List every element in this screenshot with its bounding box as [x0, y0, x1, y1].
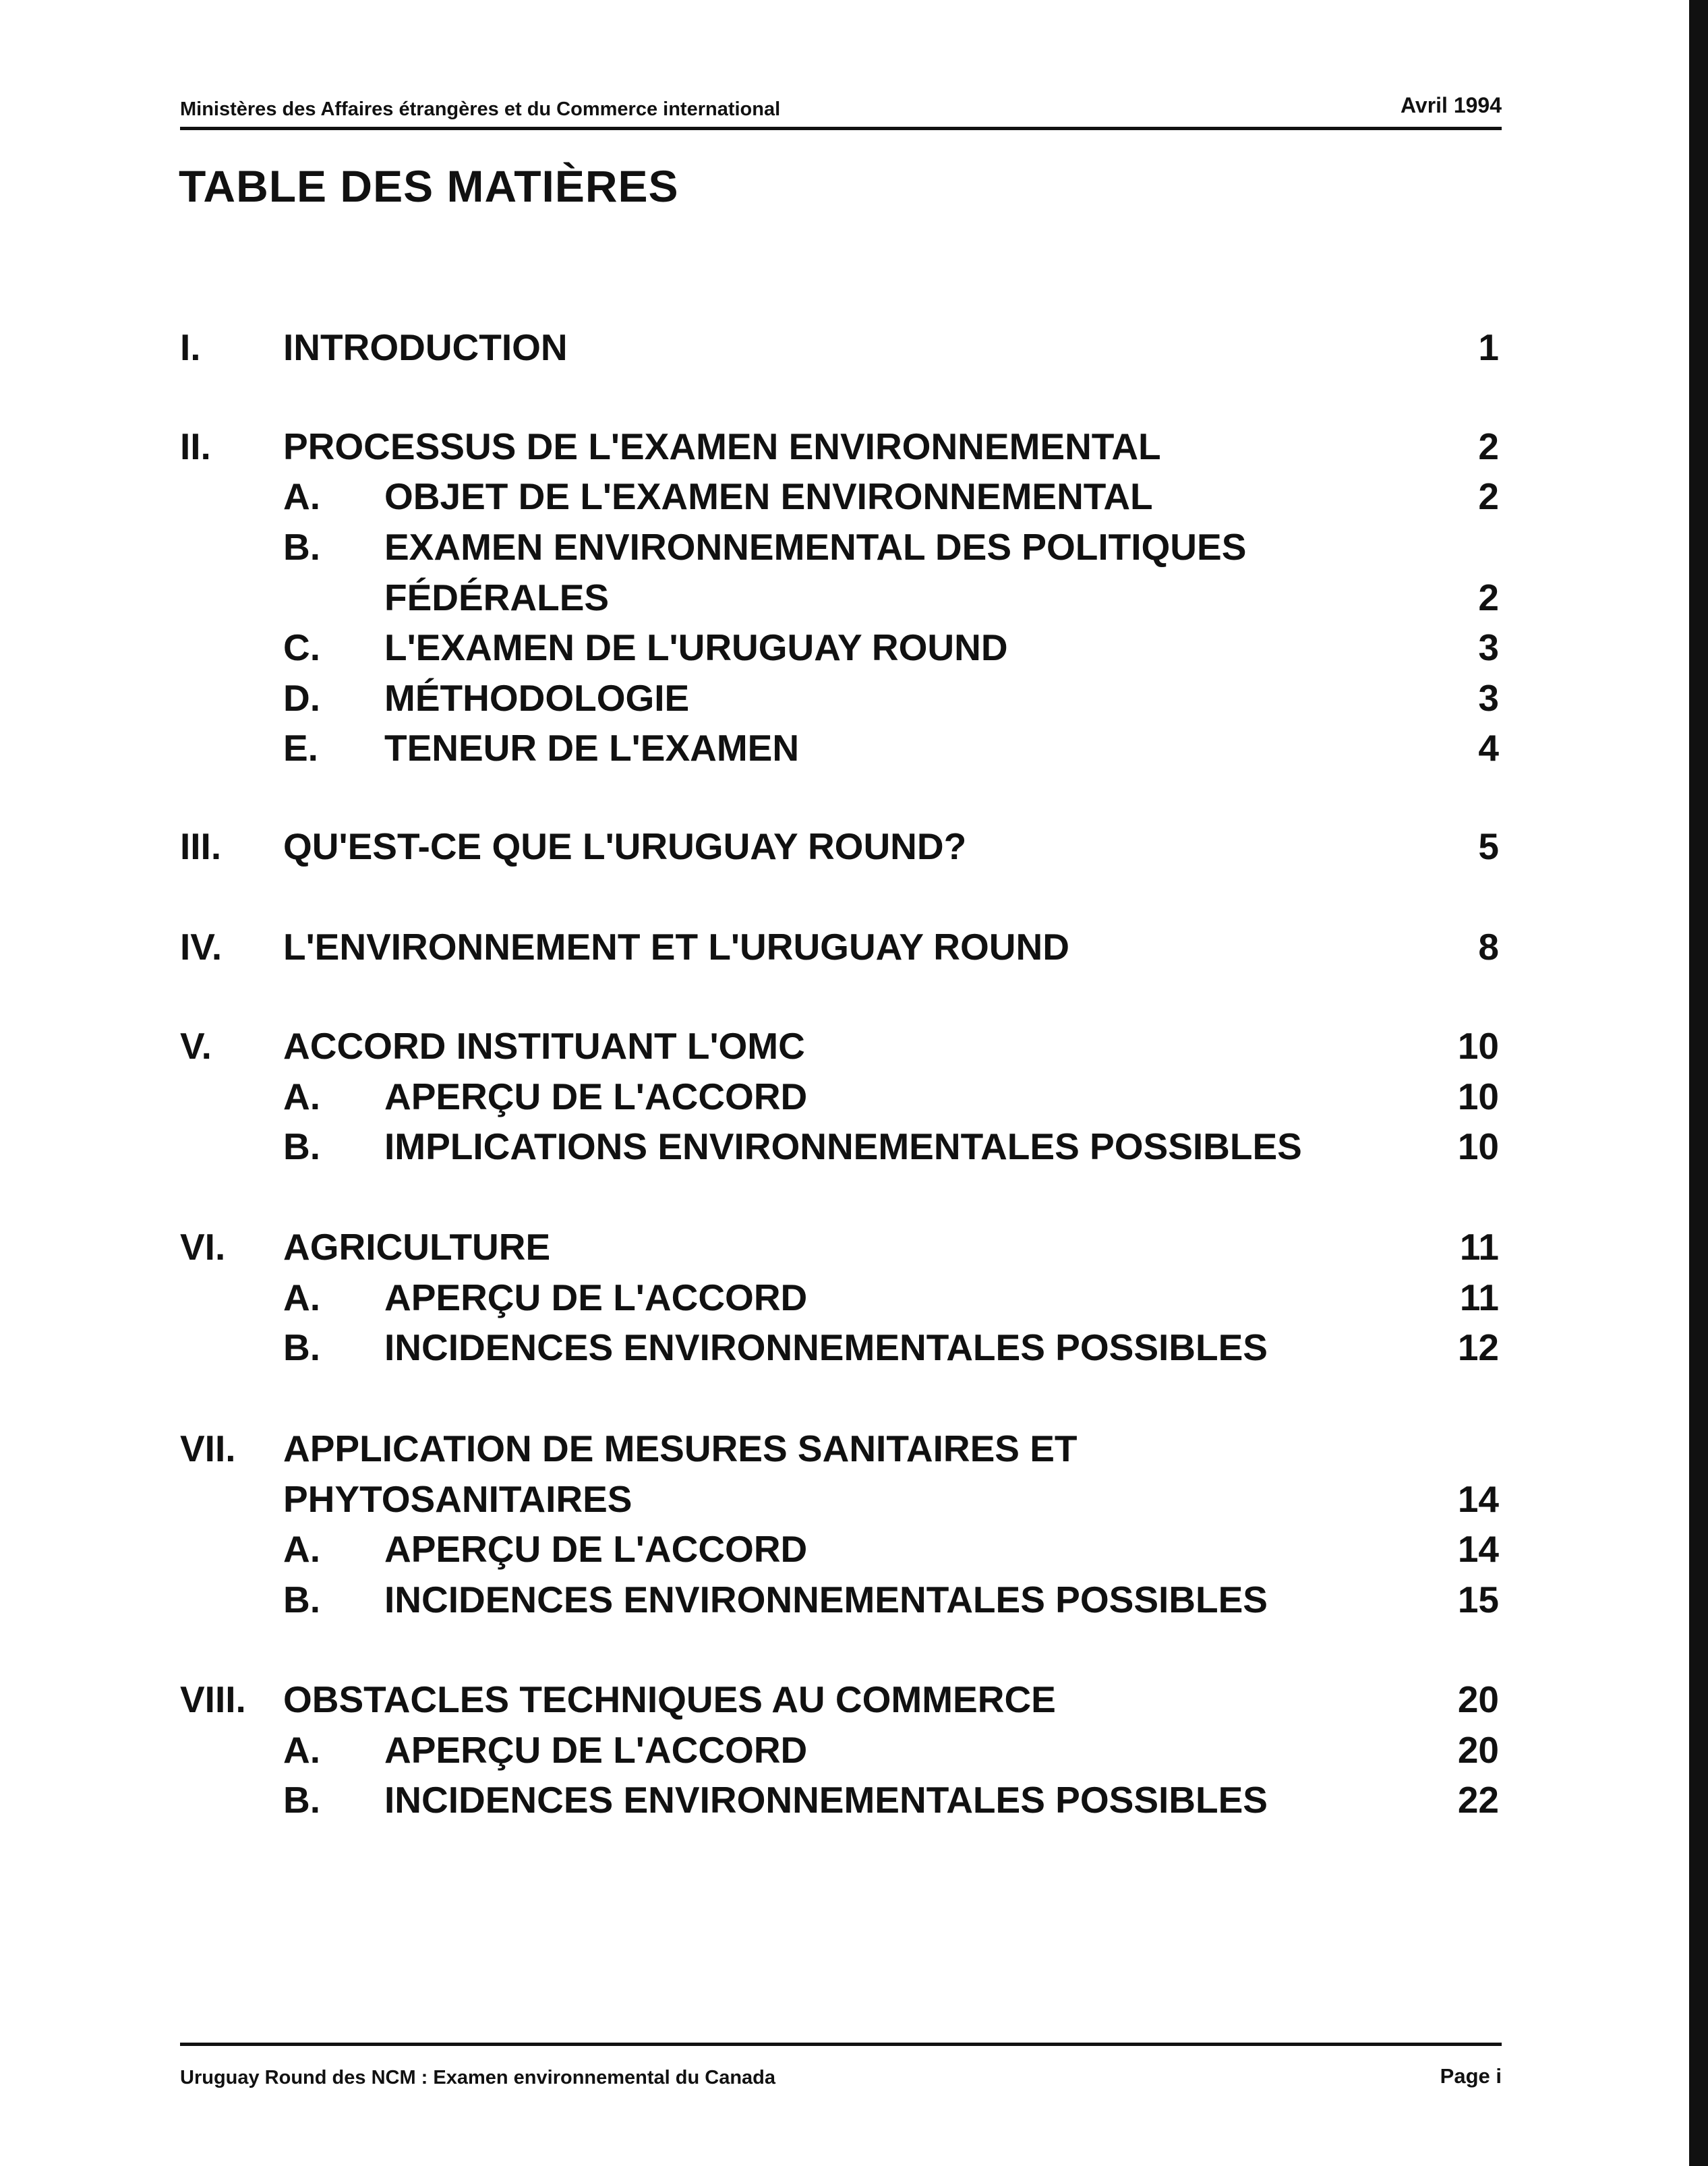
- subsection-page: 3: [1478, 626, 1499, 668]
- subsection-letter: A.: [283, 475, 320, 517]
- subsection-letter: B.: [283, 1779, 320, 1821]
- toc-section: [0, 1022, 1708, 1070]
- subsection-title: INCIDENCES ENVIRONNEMENTALES POSSIBLES: [384, 1326, 1268, 1368]
- section-page: 5: [1478, 825, 1499, 867]
- subsection-letter: A.: [283, 1729, 320, 1771]
- subsection-letter: E.: [283, 727, 318, 769]
- subsection-page: 12: [1457, 1326, 1499, 1368]
- subsection-page: 10: [1457, 1125, 1499, 1167]
- footer-document-title: Uruguay Round des NCM : Examen environnemental du Canada: [180, 2067, 776, 2088]
- section-page: 2: [1478, 426, 1499, 467]
- subsection-letter: B.: [283, 526, 320, 568]
- toc-subsection: [0, 1525, 1708, 1573]
- toc-subsection: [0, 473, 1708, 520]
- subsection-title: TENEUR DE L'EXAMEN: [384, 727, 800, 769]
- subsection-title: APERÇU DE L'ACCORD: [384, 1729, 808, 1771]
- section-title: APPLICATION DE MESURES SANITAIRES ET: [283, 1428, 1078, 1469]
- header-ministry: Ministères des Affaires étrangères et du Commerce international: [180, 98, 781, 120]
- toc-subsection: [0, 1576, 1708, 1623]
- subsection-title: APERÇU DE L'ACCORD: [384, 1076, 808, 1117]
- subsection-letter: B.: [283, 1125, 320, 1167]
- toc-subsection: [0, 1274, 1708, 1321]
- subsection-letter: B.: [283, 1579, 320, 1620]
- section-title: ACCORD INSTITUANT L'OMC: [283, 1025, 805, 1067]
- toc-subsection: [0, 523, 1708, 570]
- subsection-title: APERÇU DE L'ACCORD: [384, 1528, 808, 1570]
- subsection-title: APERÇU DE L'ACCORD: [384, 1277, 808, 1318]
- subsection-page: 15: [1457, 1579, 1499, 1620]
- subsection-page: 2: [1478, 475, 1499, 517]
- page-footer: [180, 2060, 1502, 2094]
- toc-subsection: [0, 674, 1708, 722]
- toc-section: [0, 823, 1708, 870]
- subsection-page: 20: [1457, 1729, 1499, 1771]
- section-number: VIII.: [180, 1678, 246, 1720]
- toc-section: [0, 1223, 1708, 1270]
- section-title: QU'EST-CE QUE L'URUGUAY ROUND?: [283, 825, 967, 867]
- section-number: VII.: [180, 1428, 236, 1469]
- toc-section: [0, 923, 1708, 970]
- section-title: PROCESSUS DE L'EXAMEN ENVIRONNEMENTAL: [283, 426, 1161, 467]
- toc-section: [0, 423, 1708, 470]
- toc-section: [0, 324, 1708, 371]
- section-number: IV.: [180, 926, 223, 968]
- subsection-title: EXAMEN ENVIRONNEMENTAL DES POLITIQUES: [384, 526, 1247, 568]
- section-page: 20: [1457, 1678, 1499, 1720]
- toc-subsection: [0, 624, 1708, 671]
- toc-section-continued: [0, 1475, 1708, 1523]
- subsection-letter: D.: [283, 677, 320, 719]
- subsection-letter: C.: [283, 626, 320, 668]
- subsection-title-continued: FÉDÉRALES: [384, 577, 610, 618]
- subsection-page: 11: [1459, 1277, 1499, 1318]
- subsection-page: 2: [1478, 577, 1499, 618]
- header-date: Avril 1994: [1400, 93, 1502, 117]
- subsection-page: 14: [1457, 1528, 1499, 1570]
- section-page: 11: [1459, 1226, 1499, 1268]
- section-title-continued: PHYTOSANITAIRES: [283, 1478, 632, 1520]
- section-title: INTRODUCTION: [283, 326, 568, 368]
- subsection-page: 22: [1457, 1779, 1499, 1821]
- section-number: I.: [180, 326, 201, 368]
- toc-subsection: [0, 1726, 1708, 1774]
- section-number: V.: [180, 1025, 212, 1067]
- subsection-letter: A.: [283, 1528, 320, 1570]
- footer-rule: [180, 2043, 1502, 2046]
- section-number: II.: [180, 426, 211, 467]
- section-title: L'ENVIRONNEMENT ET L'URUGUAY ROUND: [283, 926, 1069, 968]
- toc-subsection: [0, 1073, 1708, 1120]
- page-header: [180, 93, 1502, 128]
- header-rule: [180, 127, 1502, 130]
- toc-subsection: [0, 724, 1708, 771]
- toc-subsection-continued: [0, 574, 1708, 621]
- toc-section: [0, 1676, 1708, 1723]
- section-page: 1: [1478, 326, 1499, 368]
- toc-section: [0, 1425, 1708, 1472]
- section-page: 8: [1478, 926, 1499, 968]
- section-number: VI.: [180, 1226, 226, 1268]
- subsection-title: L'EXAMEN DE L'URUGUAY ROUND: [384, 626, 1008, 668]
- toc-subsection: [0, 1776, 1708, 1823]
- section-number: III.: [180, 825, 222, 867]
- toc-title: TABLE DES MATIÈRES: [179, 161, 679, 211]
- footer-page-number: Page i: [1440, 2064, 1502, 2088]
- section-page: 14: [1457, 1478, 1499, 1520]
- subsection-title: IMPLICATIONS ENVIRONNEMENTALES POSSIBLES: [384, 1125, 1302, 1167]
- subsection-title: MÉTHODOLOGIE: [384, 677, 690, 719]
- subsection-letter: A.: [283, 1277, 320, 1318]
- section-title: OBSTACLES TECHNIQUES AU COMMERCE: [283, 1678, 1056, 1720]
- toc-subsection: [0, 1123, 1708, 1170]
- subsection-title: OBJET DE L'EXAMEN ENVIRONNEMENTAL: [384, 475, 1153, 517]
- subsection-page: 4: [1478, 727, 1499, 769]
- subsection-letter: B.: [283, 1326, 320, 1368]
- toc-subsection: [0, 1324, 1708, 1371]
- subsection-title: INCIDENCES ENVIRONNEMENTALES POSSIBLES: [384, 1579, 1268, 1620]
- subsection-page: 3: [1478, 677, 1499, 719]
- section-title: AGRICULTURE: [283, 1226, 551, 1268]
- subsection-title: INCIDENCES ENVIRONNEMENTALES POSSIBLES: [384, 1779, 1268, 1821]
- section-page: 10: [1457, 1025, 1499, 1067]
- subsection-letter: A.: [283, 1076, 320, 1117]
- subsection-page: 10: [1457, 1076, 1499, 1117]
